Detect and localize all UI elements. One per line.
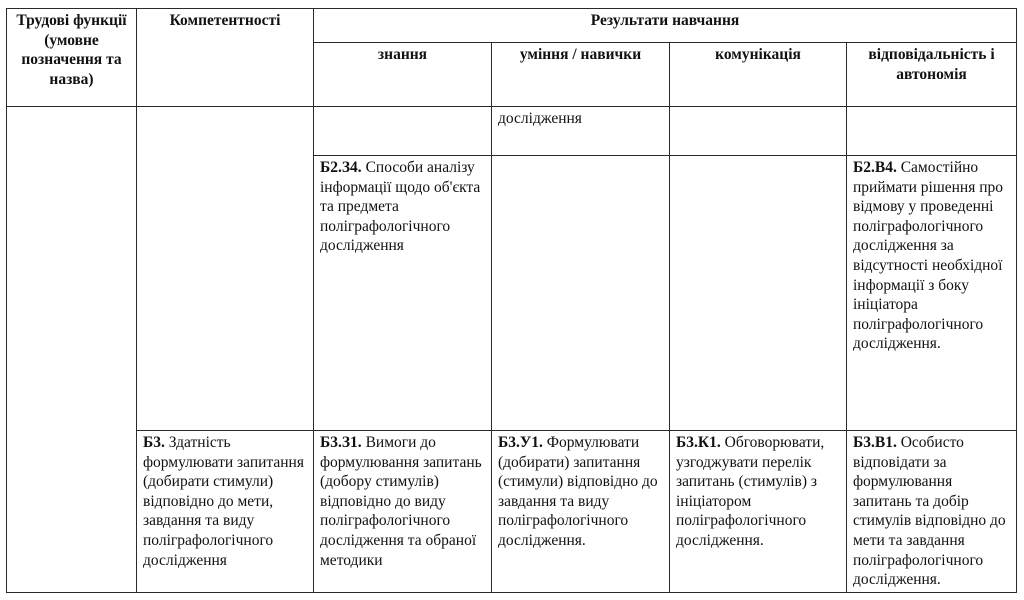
header-row-1: [7, 9, 1017, 43]
code-label: Б3.У1.: [498, 434, 543, 451]
cell-text: Самостійно приймати рішення про відмову у проведенні поліграфологічного дослідження за відсутності необхідної інформації з боку ініціатора поліграфологічного дослідження.: [853, 159, 1004, 353]
competency-table: [6, 8, 1017, 593]
header-knowledge: знання: [314, 43, 492, 107]
header-functions: Трудові функції (умовне позначення та назва): [7, 9, 137, 107]
cell-communication: [670, 107, 847, 156]
code-label: Б3.К1.: [676, 434, 721, 451]
code-label: Б2.З4.: [320, 159, 362, 176]
cell-text: Здатність формулювати запитання (добирати стимули) відповідно до мети, завдання та виду поліграфологічного дослідження: [143, 434, 304, 569]
code-label: Б2.В4.: [853, 159, 897, 176]
cell-text: Обговорювати, узгоджувати перелік запитань (стимулів) з ініціатором поліграфологічного дослідження.: [676, 434, 825, 549]
cell-skills: [492, 431, 670, 593]
cell-competence: [137, 107, 314, 431]
header-responsibility: відповідальність і автономія: [847, 43, 1017, 107]
cell-knowledge: [314, 156, 492, 431]
header-communication: комунікація: [670, 43, 847, 107]
header-learning-results: Результати навчання: [314, 9, 1017, 43]
cell-text: Вимоги до формулювання запитань (добору стимулів) відповідно до виду поліграфологічного дослідження та обраної методики: [320, 434, 482, 569]
table-row: [7, 431, 1017, 593]
code-label: Б3.З1.: [320, 434, 362, 451]
cell-knowledge: [314, 107, 492, 156]
code-label: Б3.: [143, 434, 165, 451]
cell-responsibility: [847, 156, 1017, 431]
code-label: Б3.В1.: [853, 434, 897, 451]
cell-communication: [670, 431, 847, 593]
table-row: [7, 107, 1017, 156]
cell-text: Формулювати (добирати) запитання (стимули) відповідно до завдання та виду поліграфологічного дослідження.: [498, 434, 658, 549]
cell-knowledge: [314, 431, 492, 593]
cell-text: дослідження: [498, 110, 582, 127]
cell-responsibility: [847, 431, 1017, 593]
cell-competence: [137, 431, 314, 593]
cell-function: [7, 107, 137, 593]
cell-skills: [492, 156, 670, 431]
header-competencies: Компетентності: [137, 9, 314, 107]
cell-communication: [670, 156, 847, 431]
cell-text: Способи аналізу інформації щодо об'єкта та предмета поліграфологічного дослідження: [320, 159, 481, 255]
cell-responsibility: [847, 107, 1017, 156]
cell-text: Особисто відповідати за формулювання запитань та добір стимулів відповідно до мети та завдання поліграфологічного дослідження.: [853, 434, 1006, 589]
cell-skills: [492, 107, 670, 156]
header-skills: уміння / навички: [492, 43, 670, 107]
